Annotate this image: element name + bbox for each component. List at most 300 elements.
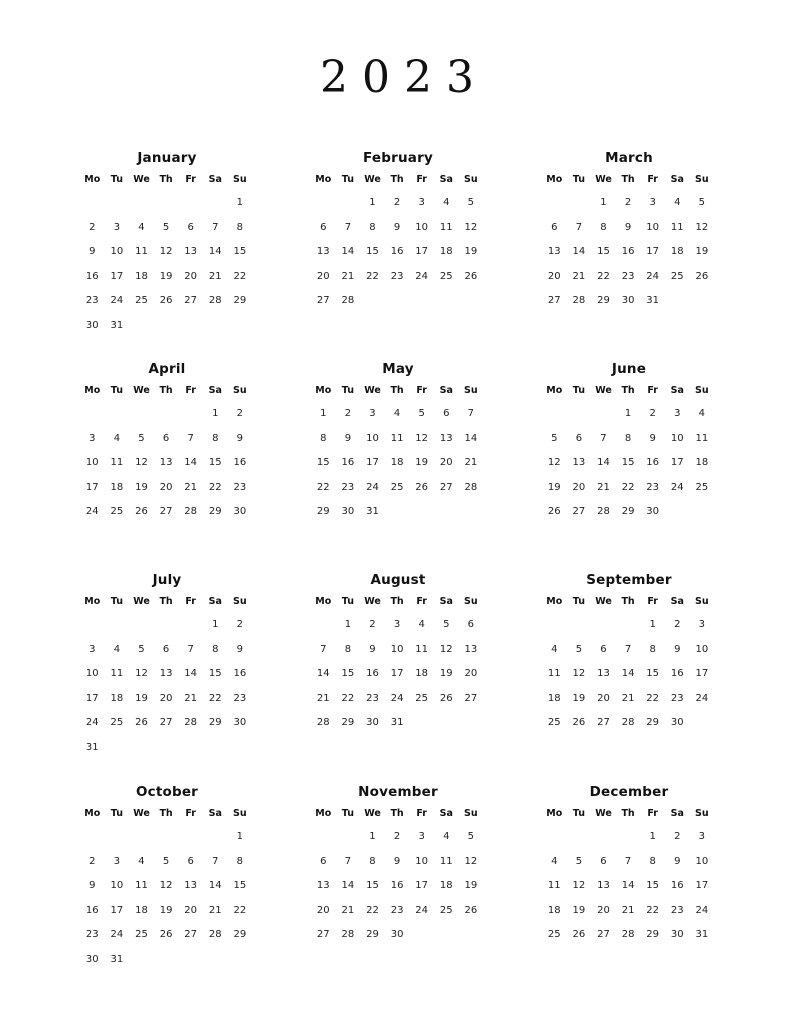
day-cell: 1 xyxy=(369,197,376,208)
day-cell: 17 xyxy=(110,904,124,916)
day-cell: 20 xyxy=(547,270,561,282)
month-name: September xyxy=(586,572,672,588)
day-cell: 27 xyxy=(159,717,173,729)
day-cell: 10 xyxy=(390,643,404,655)
day-cell: 23 xyxy=(390,270,404,282)
day-cell: 27 xyxy=(184,295,198,307)
weekday-header: We xyxy=(364,385,381,396)
empty-cell xyxy=(80,825,105,850)
day-cell: 6 xyxy=(551,221,558,233)
day-cell: 10 xyxy=(85,457,99,469)
day-cell: 19 xyxy=(572,904,586,916)
day-cell: 10 xyxy=(670,432,684,444)
weekday-header: Fr xyxy=(185,385,196,396)
empty-cell xyxy=(567,825,592,850)
empty-cell xyxy=(178,613,203,638)
day-cell: 18 xyxy=(135,904,148,916)
day-cell: 12 xyxy=(415,432,429,444)
day-cell: 14 xyxy=(572,246,586,258)
empty-cell xyxy=(129,613,154,638)
empty-cell xyxy=(80,191,105,216)
day-cell: 4 xyxy=(698,408,706,419)
weekday-header: Mo xyxy=(315,174,332,185)
month-name: December xyxy=(589,784,669,800)
month-september xyxy=(542,569,716,736)
weekday-header: Sa xyxy=(670,385,684,396)
day-cell: 4 xyxy=(551,643,558,655)
empty-cell xyxy=(154,191,179,216)
day-cell: 25 xyxy=(695,481,709,493)
day-cell: 3 xyxy=(89,643,96,655)
month-november xyxy=(311,781,485,948)
day-cell: 28 xyxy=(621,717,635,729)
day-cell: 22 xyxy=(233,270,247,282)
day-cell: 26 xyxy=(415,481,429,493)
day-cell: 23 xyxy=(233,692,247,704)
day-cell: 1 xyxy=(236,197,244,208)
day-cell: 13 xyxy=(547,246,561,258)
day-cell: 9 xyxy=(89,880,96,892)
day-cell: 9 xyxy=(393,221,401,233)
weekday-header: Sa xyxy=(439,385,453,396)
day-cell: 21 xyxy=(184,481,198,493)
day-cell: 28 xyxy=(464,481,478,493)
day-cell: 7 xyxy=(187,432,194,444)
month-may xyxy=(311,358,485,525)
day-cell: 23 xyxy=(670,692,684,704)
day-cell: 9 xyxy=(236,432,244,444)
day-cell: 24 xyxy=(366,481,379,493)
month-name: June xyxy=(611,361,647,377)
day-cell: 13 xyxy=(159,668,173,680)
day-cell: 5 xyxy=(575,855,583,867)
day-cell: 7 xyxy=(344,221,352,233)
day-cell: 23 xyxy=(341,481,355,493)
day-cell: 6 xyxy=(162,432,170,444)
month-name: August xyxy=(370,572,426,588)
weekday-header: Su xyxy=(233,596,247,607)
day-cell: 22 xyxy=(646,692,660,704)
day-cell: 19 xyxy=(415,457,429,469)
weekday-header: Sa xyxy=(439,174,453,185)
weekday-header: Fr xyxy=(185,174,196,185)
empty-cell xyxy=(336,191,361,216)
day-cell: 15 xyxy=(646,880,660,892)
day-cell: 25 xyxy=(135,295,148,307)
day-cell: 21 xyxy=(184,692,198,704)
day-cell: 22 xyxy=(597,270,610,282)
weekday-header: Mo xyxy=(315,808,332,819)
day-cell: 28 xyxy=(184,506,198,518)
weekday-header: Fr xyxy=(416,174,427,185)
day-cell: 10 xyxy=(110,880,124,892)
day-cell: 1 xyxy=(624,408,632,419)
day-cell: 2 xyxy=(649,408,656,419)
weekday-header: Mo xyxy=(84,385,101,396)
day-cell: 16 xyxy=(670,668,684,680)
empty-cell xyxy=(178,402,203,427)
day-cell: 14 xyxy=(184,457,198,469)
day-cell: 7 xyxy=(624,855,632,867)
day-cell: 17 xyxy=(415,246,429,258)
day-cell: 16 xyxy=(646,457,660,469)
weekday-header: Th xyxy=(159,596,173,607)
weekday-header: Sa xyxy=(208,385,222,396)
day-cell: 3 xyxy=(698,619,706,630)
day-cell: 21 xyxy=(597,481,610,493)
day-cell: 1 xyxy=(236,831,244,842)
day-cell: 18 xyxy=(390,457,404,469)
day-cell: 14 xyxy=(184,668,198,680)
day-cell: 23 xyxy=(621,270,635,282)
empty-cell xyxy=(178,825,203,850)
weekday-header: Tu xyxy=(110,385,123,396)
weekday-header: Sa xyxy=(208,174,222,185)
day-cell: 18 xyxy=(670,246,684,258)
day-cell: 6 xyxy=(320,221,327,233)
month-january xyxy=(80,147,254,339)
day-cell: 26 xyxy=(159,929,173,941)
day-cell: 27 xyxy=(439,481,453,493)
day-cell: 11 xyxy=(415,643,429,655)
day-cell: 22 xyxy=(366,904,379,916)
weekday-header: We xyxy=(595,385,612,396)
weekday-header: Tu xyxy=(110,808,123,819)
day-cell: 29 xyxy=(366,929,379,941)
day-cell: 25 xyxy=(110,717,124,729)
day-cell: 17 xyxy=(415,880,429,892)
day-cell: 2 xyxy=(674,831,681,842)
day-cell: 10 xyxy=(85,668,99,680)
month-august xyxy=(311,569,485,736)
day-cell: 13 xyxy=(464,643,478,655)
day-cell: 6 xyxy=(600,855,607,867)
day-cell: 3 xyxy=(418,831,425,842)
day-cell: 13 xyxy=(597,668,610,680)
day-cell: 11 xyxy=(547,880,561,892)
day-cell: 5 xyxy=(418,408,425,419)
empty-cell xyxy=(105,191,130,216)
day-cell: 6 xyxy=(600,643,607,655)
day-cell: 11 xyxy=(110,457,124,469)
day-cell: 2 xyxy=(369,619,376,630)
day-cell: 26 xyxy=(464,270,478,282)
weekday-header: We xyxy=(133,385,150,396)
day-cell: 16 xyxy=(233,457,247,469)
day-cell: 29 xyxy=(597,295,610,307)
day-cell: 13 xyxy=(439,432,453,444)
day-cell: 18 xyxy=(110,481,124,493)
day-cell: 2 xyxy=(89,221,96,233)
weekday-header: Tu xyxy=(572,596,585,607)
day-cell: 1 xyxy=(369,831,376,842)
weekday-header: Sa xyxy=(208,596,222,607)
empty-cell xyxy=(567,191,592,216)
day-cell: 30 xyxy=(366,717,379,729)
day-cell: 31 xyxy=(695,929,709,941)
day-cell: 22 xyxy=(316,481,330,493)
day-cell: 26 xyxy=(464,904,478,916)
day-cell: 31 xyxy=(390,717,404,729)
day-cell: 9 xyxy=(649,432,656,444)
day-cell: 4 xyxy=(138,221,145,233)
day-cell: 20 xyxy=(464,668,478,680)
empty-cell xyxy=(105,613,130,638)
day-cell: 19 xyxy=(135,481,148,493)
month-june xyxy=(542,358,716,525)
day-cell: 15 xyxy=(597,246,610,258)
day-cell: 27 xyxy=(597,717,610,729)
day-cell: 25 xyxy=(670,270,684,282)
day-cell: 10 xyxy=(646,221,660,233)
empty-cell xyxy=(154,613,179,638)
day-cell: 14 xyxy=(208,246,222,258)
day-cell: 12 xyxy=(464,855,478,867)
day-cell: 19 xyxy=(695,246,709,258)
day-cell: 26 xyxy=(159,295,173,307)
day-cell: 15 xyxy=(366,880,379,892)
day-cell: 26 xyxy=(695,270,709,282)
weekday-header: Tu xyxy=(341,174,354,185)
weekday-header: Tu xyxy=(110,174,123,185)
day-cell: 8 xyxy=(236,221,244,233)
day-cell: 16 xyxy=(341,457,355,469)
day-cell: 23 xyxy=(670,904,684,916)
day-cell: 29 xyxy=(233,295,247,307)
day-cell: 26 xyxy=(135,717,148,729)
day-cell: 25 xyxy=(415,692,429,704)
day-cell: 11 xyxy=(390,432,404,444)
month-days-grid xyxy=(542,169,716,314)
day-cell: 5 xyxy=(162,221,170,233)
day-cell: 13 xyxy=(316,880,330,892)
day-cell: 28 xyxy=(341,929,355,941)
empty-cell xyxy=(616,825,641,850)
weekday-header: Sa xyxy=(439,808,453,819)
day-cell: 20 xyxy=(316,270,330,282)
empty-cell xyxy=(311,613,336,638)
day-cell: 10 xyxy=(695,855,709,867)
weekday-header: Fr xyxy=(416,385,427,396)
weekday-header: Su xyxy=(695,596,709,607)
weekday-header: Mo xyxy=(84,596,101,607)
day-cell: 29 xyxy=(316,506,330,518)
day-cell: 2 xyxy=(344,408,352,419)
day-cell: 27 xyxy=(159,506,173,518)
day-cell: 14 xyxy=(621,668,635,680)
day-cell: 9 xyxy=(674,643,681,655)
day-cell: 5 xyxy=(467,831,475,842)
day-cell: 30 xyxy=(85,319,99,331)
weekday-header: Th xyxy=(621,596,635,607)
day-cell: 10 xyxy=(415,221,429,233)
day-cell: 1 xyxy=(212,408,219,419)
empty-cell xyxy=(542,613,567,638)
month-days-grid xyxy=(80,803,254,973)
month-name: May xyxy=(382,361,414,377)
weekday-header: Mo xyxy=(546,385,563,396)
day-cell: 8 xyxy=(212,432,219,444)
day-cell: 3 xyxy=(698,831,706,842)
day-cell: 31 xyxy=(110,953,124,965)
day-cell: 24 xyxy=(110,295,124,307)
day-cell: 12 xyxy=(464,221,478,233)
day-cell: 21 xyxy=(208,904,222,916)
weekday-header: Th xyxy=(159,174,173,185)
day-cell: 9 xyxy=(344,432,352,444)
weekday-header: We xyxy=(595,174,612,185)
day-cell: 11 xyxy=(110,668,124,680)
day-cell: 19 xyxy=(547,481,561,493)
day-cell: 8 xyxy=(624,432,632,444)
day-cell: 22 xyxy=(233,904,247,916)
day-cell: 9 xyxy=(369,643,376,655)
day-cell: 31 xyxy=(110,319,124,331)
day-cell: 15 xyxy=(316,457,330,469)
day-cell: 15 xyxy=(208,668,222,680)
day-cell: 27 xyxy=(547,295,561,307)
day-cell: 8 xyxy=(236,855,244,867)
day-cell: 8 xyxy=(212,643,219,655)
day-cell: 27 xyxy=(316,295,330,307)
day-cell: 3 xyxy=(674,408,681,419)
day-cell: 15 xyxy=(233,246,247,258)
day-cell: 5 xyxy=(551,432,558,444)
day-cell: 20 xyxy=(184,270,198,282)
month-days-grid xyxy=(80,591,254,761)
day-cell: 30 xyxy=(670,929,684,941)
weekday-header: Su xyxy=(695,808,709,819)
empty-cell xyxy=(203,191,228,216)
month-days-grid xyxy=(542,803,716,948)
day-cell: 14 xyxy=(597,457,610,469)
month-days-grid xyxy=(80,169,254,339)
day-cell: 29 xyxy=(646,717,660,729)
day-cell: 28 xyxy=(597,506,610,518)
month-name: March xyxy=(605,150,653,166)
month-december xyxy=(542,781,716,948)
weekday-header: Su xyxy=(233,808,247,819)
day-cell: 17 xyxy=(85,692,99,704)
day-cell: 18 xyxy=(415,668,429,680)
day-cell: 3 xyxy=(393,619,401,630)
day-cell: 13 xyxy=(159,457,173,469)
day-cell: 24 xyxy=(646,270,660,282)
day-cell: 31 xyxy=(85,741,99,753)
day-cell: 30 xyxy=(233,717,247,729)
day-cell: 28 xyxy=(572,295,586,307)
weekday-header: Th xyxy=(390,596,404,607)
day-cell: 11 xyxy=(439,221,453,233)
day-cell: 26 xyxy=(439,692,453,704)
day-cell: 9 xyxy=(393,855,401,867)
day-cell: 18 xyxy=(547,904,561,916)
day-cell: 11 xyxy=(695,432,709,444)
weekday-header: Th xyxy=(390,174,404,185)
day-cell: 6 xyxy=(320,855,327,867)
weekday-header: Su xyxy=(233,385,247,396)
day-cell: 11 xyxy=(670,221,684,233)
empty-cell xyxy=(567,613,592,638)
weekday-header: Su xyxy=(464,385,478,396)
day-cell: 9 xyxy=(236,643,244,655)
month-name: February xyxy=(363,150,433,166)
day-cell: 8 xyxy=(369,855,376,867)
empty-cell xyxy=(129,191,154,216)
day-cell: 21 xyxy=(464,457,478,469)
day-cell: 15 xyxy=(366,246,379,258)
weekday-header: Th xyxy=(159,808,173,819)
month-days-grid xyxy=(80,380,254,525)
day-cell: 4 xyxy=(443,831,450,842)
day-cell: 16 xyxy=(670,880,684,892)
month-days-grid xyxy=(311,380,485,525)
day-cell: 24 xyxy=(670,481,684,493)
weekday-header: Fr xyxy=(416,596,427,607)
day-cell: 13 xyxy=(316,246,330,258)
day-cell: 7 xyxy=(575,221,583,233)
month-february xyxy=(311,147,485,314)
weekday-header: Mo xyxy=(84,174,101,185)
weekday-header: Th xyxy=(621,174,635,185)
day-cell: 30 xyxy=(233,506,247,518)
day-cell: 20 xyxy=(597,692,610,704)
day-cell: 17 xyxy=(695,880,709,892)
day-cell: 22 xyxy=(646,904,660,916)
day-cell: 27 xyxy=(316,929,330,941)
day-cell: 29 xyxy=(208,506,222,518)
day-cell: 2 xyxy=(236,619,244,630)
day-cell: 8 xyxy=(600,221,607,233)
day-cell: 3 xyxy=(89,432,96,444)
day-cell: 8 xyxy=(649,855,656,867)
weekday-header: Mo xyxy=(84,808,101,819)
day-cell: 21 xyxy=(208,270,222,282)
day-cell: 29 xyxy=(233,929,247,941)
day-cell: 29 xyxy=(341,717,355,729)
day-cell: 24 xyxy=(110,929,124,941)
day-cell: 31 xyxy=(366,506,379,518)
day-cell: 12 xyxy=(572,668,586,680)
day-cell: 27 xyxy=(184,929,198,941)
day-cell: 4 xyxy=(418,619,425,630)
empty-cell xyxy=(542,825,567,850)
day-cell: 24 xyxy=(415,904,429,916)
day-cell: 29 xyxy=(208,717,222,729)
empty-cell xyxy=(542,402,567,427)
day-cell: 24 xyxy=(85,506,99,518)
empty-cell xyxy=(80,402,105,427)
weekday-header: Fr xyxy=(647,174,658,185)
day-cell: 19 xyxy=(159,904,173,916)
day-cell: 6 xyxy=(467,619,475,630)
weekday-header: We xyxy=(133,808,150,819)
day-cell: 18 xyxy=(439,246,453,258)
day-cell: 22 xyxy=(621,481,635,493)
day-cell: 2 xyxy=(624,197,632,208)
day-cell: 22 xyxy=(341,692,355,704)
day-cell: 29 xyxy=(621,506,635,518)
day-cell: 4 xyxy=(113,643,121,655)
empty-cell xyxy=(80,613,105,638)
day-cell: 31 xyxy=(646,295,660,307)
day-cell: 23 xyxy=(85,295,99,307)
day-cell: 19 xyxy=(439,668,453,680)
empty-cell xyxy=(336,825,361,850)
day-cell: 3 xyxy=(113,221,121,233)
day-cell: 23 xyxy=(233,481,247,493)
month-name: January xyxy=(137,150,197,166)
